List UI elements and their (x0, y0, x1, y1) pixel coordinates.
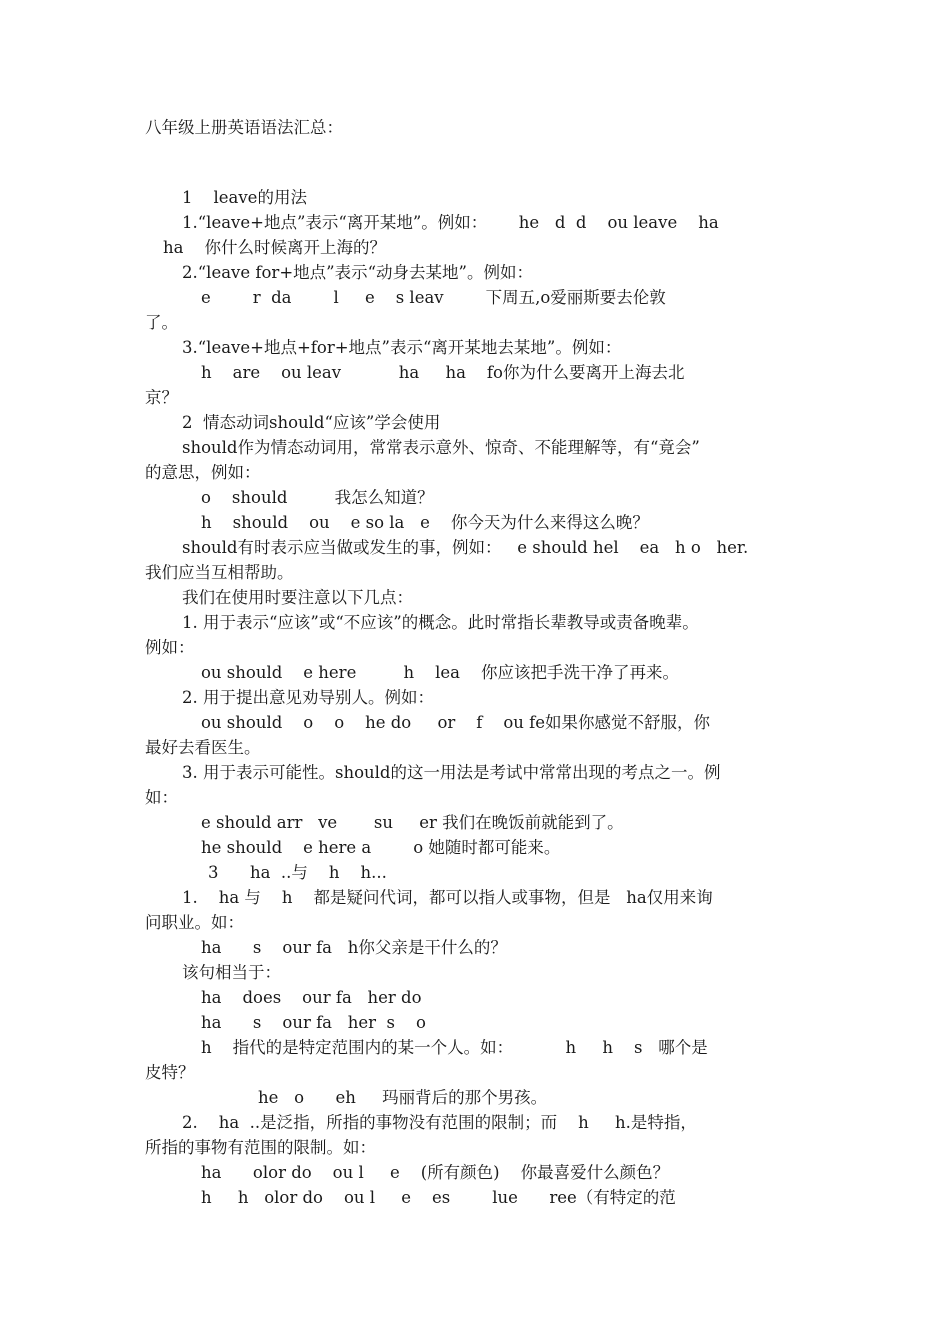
text-line: h 指代的是特定范围内的某一个人。如： h h s 哪个是 (201, 1038, 708, 1057)
text-line: 2.“leave for+地点”表示“动身去某地”。例如： (182, 263, 533, 282)
text-line: 如： (145, 788, 178, 807)
text-line: should有时表示应当做或发生的事，例如： e should hel ea h o her. (182, 538, 749, 557)
section-heading-leave: 1 leave的用法 (182, 188, 307, 207)
example-line: h h olor do ou l e es lue ree（有特定的范 (201, 1188, 676, 1207)
text-line: 问职业。如： (145, 913, 244, 932)
text-line: 我们在使用时要注意以下几点： (182, 588, 413, 607)
text-line: ha 你什么时候离开上海的？ (163, 238, 386, 257)
text-line: should作为情态动词用，常常表示意外、惊奇、不能理解等，有“竟会” (182, 438, 700, 457)
text-line: 2. ha ..是泛指，所指的事物没有范围的限制；而 h h.是特指， (182, 1113, 697, 1132)
text-line: 最好去看医生。 (145, 738, 261, 757)
section-heading-what-who: 3 ha ..与 h h... (208, 863, 387, 882)
example-line: h should ou e so la e 你今天为什么来得这么晚？ (201, 513, 649, 532)
example-line: h are ou leav ha ha fo你为什么要离开上海去北 (201, 363, 685, 382)
text-line: 所指的事物有范围的限制。如： (145, 1138, 376, 1157)
text-line: 1.“leave+地点”表示“离开某地”。例如： he d d ou leave ha (182, 213, 719, 232)
example-line: ou should o o he do or f ou fe如果你感觉不舒服，你 (201, 713, 711, 732)
example-line: o should 我怎么知道？ (201, 488, 434, 507)
example-line: ha olor do ou l e (所有颜色) 你最喜爱什么颜色？ (201, 1163, 670, 1182)
example-line: ha s our fa her s o (201, 1013, 426, 1032)
text-line: 了。 (145, 313, 178, 332)
example-line: ou should e here h lea 你应该把手洗干净了再来。 (201, 663, 680, 682)
text-line: 例如： (145, 638, 195, 657)
example-line: ha s our fa h你父亲是干什么的？ (201, 938, 507, 957)
example-line: he should e here a o 她随时都可能来。 (201, 838, 561, 857)
text-line: 该句相当于： (182, 963, 281, 982)
text-line: 的意思，例如： (145, 463, 261, 482)
text-line: 1. ha 与 h 都是疑问代词，都可以指人或事物，但是 ha仅用来询 (182, 888, 713, 907)
document-title: 八年级上册英语语法汇总： (145, 118, 343, 137)
section-heading-should: 2 情态动词should“应该”学会使用 (182, 413, 441, 432)
example-line: ha does our fa her do (201, 988, 422, 1007)
example-line: e r da l e s leav 下周五,o爱丽斯要去伦敦 (201, 288, 666, 307)
text-line: 2. 用于提出意见劝导别人。例如： (182, 688, 434, 707)
text-line: 3.“leave+地点+for+地点”表示“离开某地去某地”。例如： (182, 338, 622, 357)
text-line: 皮特？ (145, 1063, 195, 1082)
example-line: e should arr ve su er 我们在晚饭前就能到了。 (201, 813, 624, 832)
text-line: 1. 用于表示“应该”或“不应该”的概念。此时常指长辈教导或责备晚辈。 (182, 613, 699, 632)
text-line: 我们应当互相帮助。 (145, 563, 294, 582)
text-line: 京？ (145, 388, 178, 407)
text-line: 3. 用于表示可能性。should的这一用法是考试中常常出现的考点之一。例 (182, 763, 721, 782)
example-line: he o eh 玛丽背后的那个男孩。 (258, 1088, 548, 1107)
